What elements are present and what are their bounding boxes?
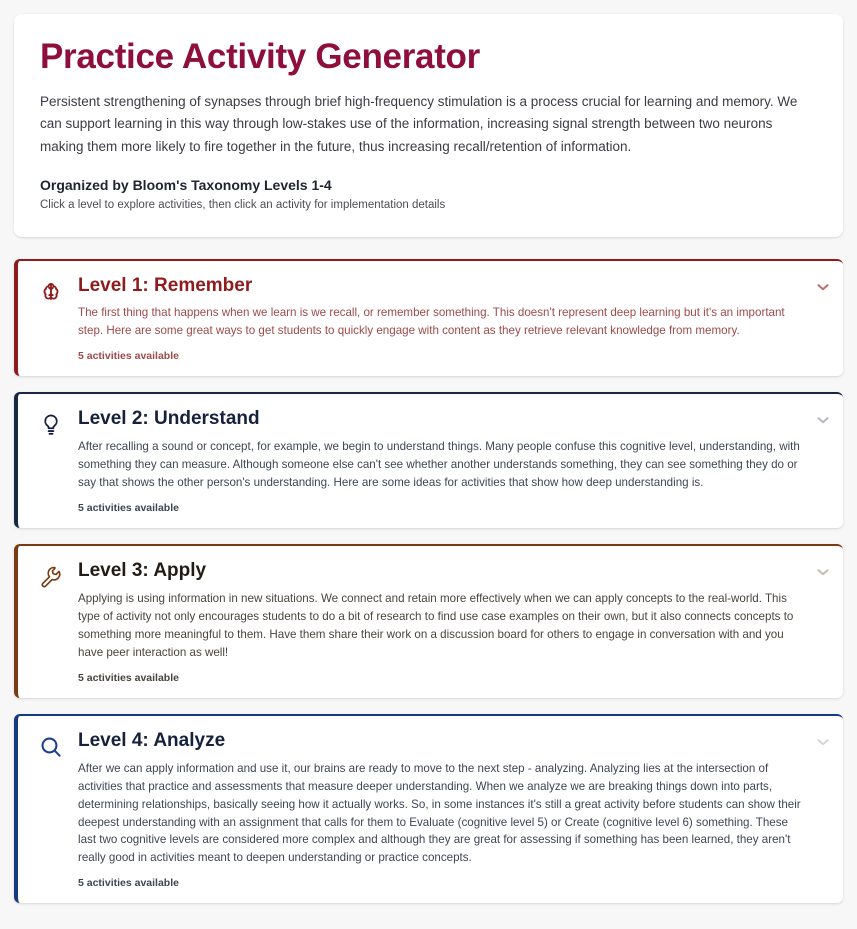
- level-description: After recalling a sound or concept, for example, we begin to understand things. Many people confuse this cognitive level, understanding, with something they can measure. Although someone else can't see whether another understands something, they can see something they do or say that shows the other person's understanding. Here are some ideas for activities that show how deep understanding is.: [78, 440, 800, 490]
- level-card-body: [78, 275, 827, 363]
- intro-hint: Click a level to explore activities, then click an activity for implementation details: [40, 198, 446, 211]
- level-card[interactable]: [14, 714, 843, 904]
- level-card[interactable]: [14, 544, 843, 698]
- activity-count: 5 activities available: [78, 877, 179, 890]
- page-title: Practice Activity Generator: [40, 37, 480, 76]
- chevron-down-icon[interactable]: [817, 416, 829, 424]
- level-title: Level 3: Apply: [78, 560, 207, 582]
- lightbulb-icon: [36, 410, 66, 440]
- level-title: Level 1: Remember: [78, 274, 253, 296]
- level-description: Applying is using information in new situations. We connect and retain more effectively when we can apply concepts to the real-world. This type of activity not only encourages students to do a bit of research to find use case examples on their own, but it also connects concepts to something more meaningful to them. Have them share their work on a discussion board for others to engage in conversation with and you have peer interaction as well!: [78, 591, 794, 659]
- chevron-down-icon[interactable]: [817, 568, 829, 576]
- level-title: Level 2: Understand: [78, 408, 260, 430]
- activity-count: 5 activities available: [78, 671, 179, 684]
- intro-subtitle: Organized by Bloom's Taxonomy Levels 1-4: [40, 176, 332, 193]
- brain-icon: [36, 277, 66, 307]
- level-card-body: [78, 408, 827, 514]
- intro-paragraph: Persistent strengthening of synapses through brief high-frequency stimulation is a process crucial for learning and memory. We can support learning in this way through low-stakes use of the information, increasing signal strength between two neurons making them more likely to fire together in the future, thus increasing recall/retention of information.: [40, 93, 798, 154]
- level-card-body: [78, 730, 827, 890]
- level-description: The first thing that happens when we learn is we recall, or remember something. This doesn't represent deep learning but it's an important step. Here are some great ways to get students to quickly engage with content as they retrieve relevant knowledge from memory.: [78, 306, 785, 338]
- level-card[interactable]: [14, 392, 843, 528]
- level-list: [14, 259, 843, 904]
- level-description: After we can apply information and use it, our brains are ready to move to the next step - analyzing. Analyzing lies at the intersection of activities that practice and assessments that measure deeper understanding. When we analyze we are breaking things down into parts, determining relationships, basically seeing how it actually works. So, in some instances it's still a great activity before students can show their deepest understanding with an assignment that calls for them to Evaluate (cognitive level 5) or Create (cognitive level 6) something. These last two cognitive levels are considered more complex and although they are great for assessing if something has been learned, they aren't really good in activities meant to deepen understanding or practice concepts.: [78, 761, 801, 865]
- level-card-body: [78, 560, 827, 684]
- intro-card: [14, 14, 843, 237]
- chevron-down-icon[interactable]: [817, 738, 829, 746]
- magnifier-icon: [36, 732, 66, 762]
- level-card[interactable]: [14, 259, 843, 377]
- wrench-icon: [36, 562, 66, 592]
- activity-count: 5 activities available: [78, 350, 179, 363]
- chevron-down-icon[interactable]: [817, 283, 829, 291]
- activity-count: 5 activities available: [78, 502, 179, 515]
- level-title: Level 4: Analyze: [78, 729, 226, 751]
